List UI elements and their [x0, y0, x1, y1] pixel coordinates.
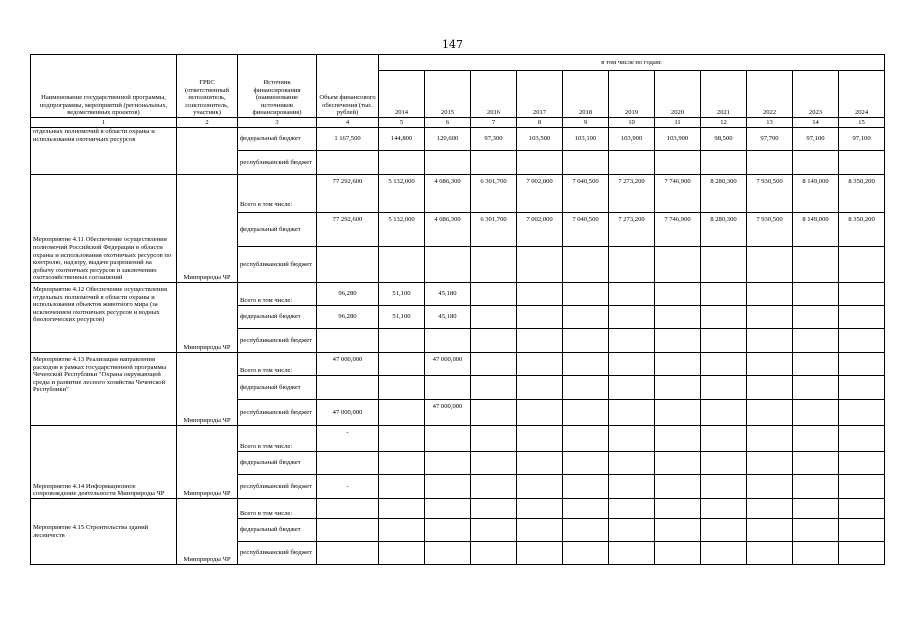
- header-year: 2021: [701, 71, 747, 118]
- grbs-ministry: Минприроды ЧР: [177, 175, 238, 283]
- source-republic: республиканский бюджет: [238, 400, 317, 426]
- source-federal: федеральный бюджет: [238, 128, 317, 151]
- year-value: 45,180: [425, 283, 471, 306]
- volume-value: -: [317, 426, 379, 452]
- source-federal: федеральный бюджет: [238, 376, 317, 400]
- header-year: 2019: [609, 71, 655, 118]
- source-total: Всего в том числе:: [238, 499, 317, 519]
- page-number: 147: [442, 38, 463, 51]
- year-value: 97,300: [471, 128, 517, 151]
- col-number: 7: [471, 118, 517, 128]
- grbs-ministry: Минприроды ЧР: [177, 283, 238, 353]
- year-value: 51,100: [379, 283, 425, 306]
- year-value: 5 132,000: [379, 175, 425, 213]
- grbs-ministry: Минприроды ЧР: [177, 353, 238, 426]
- year-value: 7 040,500: [563, 175, 609, 213]
- header-name: Наименование государственной программы, подпрограммы, мероприятий (региональных, ведомственных проектов): [31, 55, 177, 118]
- source-total: Всего в том числе:: [238, 175, 317, 213]
- source-federal: федеральный бюджет: [238, 519, 317, 542]
- year-value: 4 086,300: [425, 175, 471, 213]
- header-year: 2024: [839, 71, 885, 118]
- source-total: Всего в том числе:: [238, 426, 317, 452]
- col-number: 9: [563, 118, 609, 128]
- year-value: 7 746,900: [655, 213, 701, 247]
- volume-value: 1 167,500: [317, 128, 379, 151]
- grbs-ministry: Минприроды ЧР: [177, 426, 238, 499]
- year-value: 7 930,500: [747, 175, 793, 213]
- year-value: 47 000,000: [425, 353, 471, 376]
- measure-name: отдельных полномочий в области охраны и использования охотничьих ресурсов: [31, 128, 177, 175]
- year-value: 6 301,700: [471, 213, 517, 247]
- year-value: 144,800: [379, 128, 425, 151]
- year-value: 7 002,000: [517, 175, 563, 213]
- header-by-years: в том числе по годам:: [379, 55, 885, 71]
- year-value: 47 000,000: [425, 400, 471, 426]
- header-year: 2018: [563, 71, 609, 118]
- year-value: 103,900: [609, 128, 655, 151]
- volume-value: 96,280: [317, 283, 379, 306]
- year-value: 5 132,000: [379, 213, 425, 247]
- source-republic: республиканский бюджет: [238, 151, 317, 175]
- col-number: 1: [31, 118, 177, 128]
- col-number: 11: [655, 118, 701, 128]
- source-federal: федеральный бюджет: [238, 306, 317, 329]
- year-value: 98,500: [701, 128, 747, 151]
- year-value: 45,180: [425, 306, 471, 329]
- year-value: 8 350,200: [839, 213, 885, 247]
- header-year: 2015: [425, 71, 471, 118]
- measure-name: Мероприятие 4.14 Информационное сопровождение деятельности Минприроды ЧР: [31, 426, 177, 499]
- year-value: 7 746,900: [655, 175, 701, 213]
- volume-value: 77 292,600: [317, 175, 379, 213]
- header-year: 2020: [655, 71, 701, 118]
- year-value: 103,500: [517, 128, 563, 151]
- header-source: Источник финансирования (наименование источников финансирования): [238, 55, 317, 118]
- source-republic: республиканский бюджет: [238, 247, 317, 283]
- year-value: 97,100: [839, 128, 885, 151]
- col-number: 3: [238, 118, 317, 128]
- measure-name: Мероприятие 4.12 Обеспечение осуществления отдельных полномочий в области охраны и использования объектов животного мира (за исключением охотничьих ресурсов и водных биологических ресурсов): [31, 283, 177, 353]
- col-number: 13: [747, 118, 793, 128]
- source-total: Всего в том числе:: [238, 353, 317, 376]
- col-number: 6: [425, 118, 471, 128]
- source-republic: республиканский бюджет: [238, 542, 317, 565]
- volume-value: -: [317, 475, 379, 499]
- volume-value: 96,280: [317, 306, 379, 329]
- col-number: 2: [177, 118, 238, 128]
- year-value: 97,100: [793, 128, 839, 151]
- year-value: 7 930,500: [747, 213, 793, 247]
- year-value: 97,700: [747, 128, 793, 151]
- volume-value: 77 292,600: [317, 213, 379, 247]
- year-value: 8 280,300: [701, 213, 747, 247]
- year-value: 4 086,300: [425, 213, 471, 247]
- header-year: 2017: [517, 71, 563, 118]
- year-value: 7 273,200: [609, 175, 655, 213]
- year-value: 7 002,000: [517, 213, 563, 247]
- col-number: 15: [839, 118, 885, 128]
- volume-value: 47 000,000: [317, 353, 379, 376]
- grbs-cell: [177, 128, 238, 175]
- year-value: 8 350,200: [839, 175, 885, 213]
- grbs-ministry: Минприроды ЧР: [177, 499, 238, 565]
- year-value: 7 040,500: [563, 213, 609, 247]
- col-number: 5: [379, 118, 425, 128]
- header-year: 2023: [793, 71, 839, 118]
- volume-value: 47 000,000: [317, 400, 379, 426]
- col-number: 14: [793, 118, 839, 128]
- col-number: 8: [517, 118, 563, 128]
- source-republic: республиканский бюджет: [238, 475, 317, 499]
- source-republic: республиканский бюджет: [238, 329, 317, 353]
- col-number: 12: [701, 118, 747, 128]
- header-year: 2022: [747, 71, 793, 118]
- measure-name: Мероприятие 4.11 Обеспечение осуществления полномочий Российской Федерации в области охраны и использования охотничьих ресурсов по контролю, надзору, выдаче разрешений на добычу охотничьих ресурсов и заключению охотхозяйственных соглашений: [31, 175, 177, 283]
- header-year: 2014: [379, 71, 425, 118]
- year-value: 51,100: [379, 306, 425, 329]
- measure-name: Мероприятие 4.15 Строительства зданий лесничеств: [31, 499, 177, 565]
- year-value: 120,600: [425, 128, 471, 151]
- year-value: 8 149,000: [793, 213, 839, 247]
- year-value: 103,100: [563, 128, 609, 151]
- year-value: 7 273,200: [609, 213, 655, 247]
- source-total: Всего в том числе:: [238, 283, 317, 306]
- col-number: 4: [317, 118, 379, 128]
- budget-table: [30, 54, 885, 565]
- source-federal: федеральный бюджет: [238, 213, 317, 247]
- col-number: 10: [609, 118, 655, 128]
- year-value: 6 301,700: [471, 175, 517, 213]
- header-grbs: ГРБС (ответственный исполнитель, соисполнитель, участник): [177, 55, 238, 118]
- year-value: 8 280,300: [701, 175, 747, 213]
- measure-name: Мероприятие 4.13 Реализация направления расходов в рамках государственной программы Чеченской Республики "Охрана окружающей среды и развитие лесного хозяйства Чеченской Республики": [31, 353, 177, 426]
- year-value: 103,900: [655, 128, 701, 151]
- year-value: 8 149,000: [793, 175, 839, 213]
- header-year: 2016: [471, 71, 517, 118]
- source-federal: федеральный бюджет: [238, 452, 317, 475]
- header-volume: Объем финансового обеспечения (тыс. рублей): [317, 55, 379, 118]
